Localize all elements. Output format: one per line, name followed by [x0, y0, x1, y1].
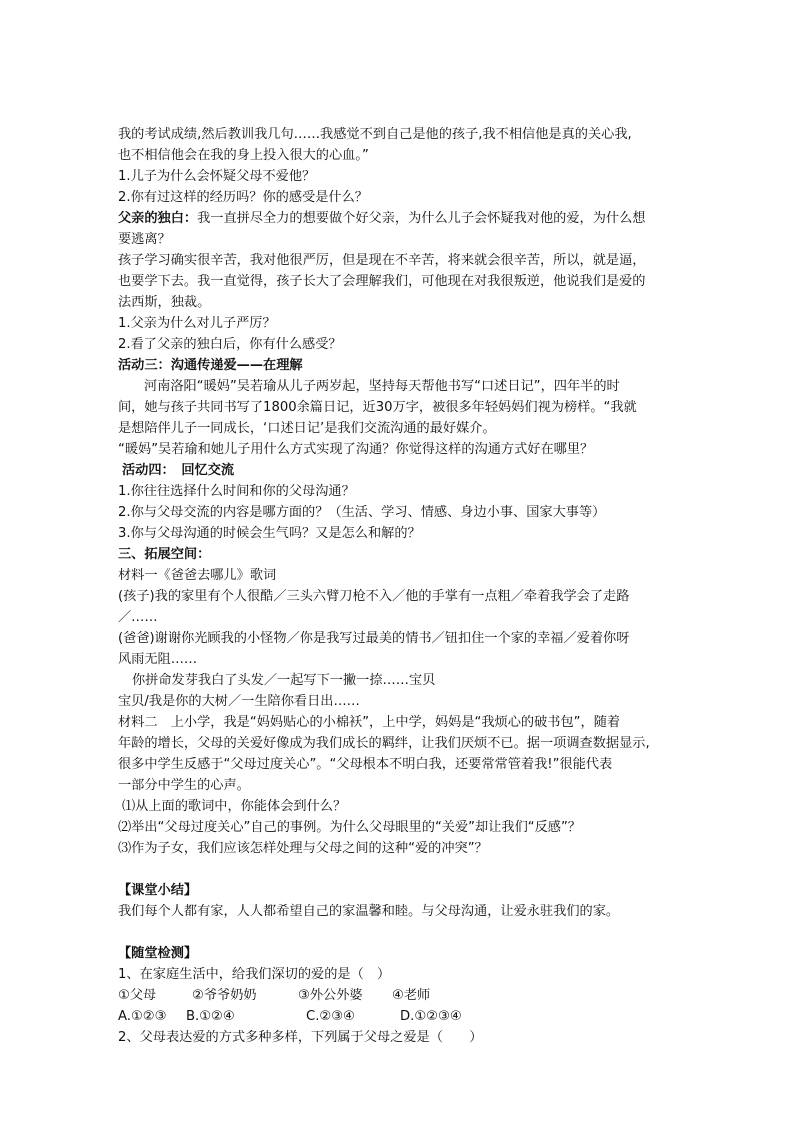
lyric-line: (爸爸)谢谢你光顾我的小怪物／你是我写过最美的情书／钮扣住一个家的幸福／爱着你呀 — [118, 631, 630, 646]
section-three-heading: 三、拓展空间： — [118, 547, 211, 562]
question-line: 1.父亲为什么对儿子严厉？ — [118, 316, 276, 331]
question-line: 2.你与父母交流的内容是哪方面的？（生活、学习、情感、身边小事、国家大事等） — [118, 505, 606, 520]
text-line: 也要学下去。我一直觉得，孩子长大了会理解我们，可他现在对我很叛逆，他说我们是爱的 — [118, 274, 646, 289]
text-line: 很多中学生反感于“父母过度关心”。“父母根本不明白我，还要常常管着我!”很能代表 — [118, 757, 613, 772]
question-line: ⑶作为子女，我们应该怎样处理与父母之间的这种“爱的冲突”？ — [118, 841, 488, 856]
spacer — [118, 922, 678, 943]
item-option: ②爷爷奶奶 — [192, 988, 257, 1003]
test-question-1: 1、在家庭生活中，给我们深切的爱的是（ ） — [118, 967, 391, 982]
test-heading: 【随堂检测】 — [118, 946, 198, 961]
lyric-line: 宝贝/我是你的大树／一生陪你看日出…… — [118, 694, 360, 709]
text-line: 河南洛阳“暖妈”吴若瑜从儿子两岁起，坚持每天帮他书写“口述日记”，四年半的时 — [144, 379, 620, 394]
material-two-line: 材料二 上小学，我是“妈妈贴心的小棉袄”，上中学，妈妈是“我烦心的破书包”，随着 — [118, 715, 621, 730]
text-line: 年龄的增长，父母的关爱好像成为我们成长的羁绊，让我们厌烦不已。据一项调查数据显示, — [118, 736, 650, 751]
text-line: 一部分中学生的心声。 — [118, 778, 250, 793]
lyric-line: 风雨无阻…… — [118, 652, 198, 667]
question-line: 1.你往往选择什么时间和你的父母沟通？ — [118, 484, 355, 499]
question-line: ⑵举出“父母过度关心”自己的事例。为什么父母眼里的“关爱”却让我们“反感”？ — [118, 820, 581, 835]
text-line: 法西斯，独裁。 — [118, 295, 211, 310]
answer-choice: A.①②③ — [118, 1009, 167, 1024]
summary-heading: 【课堂小结】 — [118, 883, 198, 898]
text-line: 孩子学习确实很辛苦，我对他很严厉，但是现在不辛苦，将来就会很辛苦，所以，就是逼， — [118, 253, 646, 268]
item-option: ③外公外婆 — [298, 988, 363, 1003]
item-option: ①父母 — [118, 988, 157, 1003]
question-line: 3.你与父母沟通的时候会生气吗？又是怎么和解的？ — [118, 526, 421, 541]
monologue-label: 父亲的独白： — [118, 211, 198, 226]
question-line: 2.看了父亲的独白后，你有什么感受？ — [118, 337, 342, 352]
answer-choice: D.①②③④ — [400, 1009, 462, 1024]
question-line: ⑴从上面的歌词中，你能体会到什么？ — [122, 799, 347, 814]
lyric-line: (孩子)我的家里有个人很酷／三头六臂刀枪不入／他的手掌有一点粗／牵着我学会了走路 — [118, 589, 630, 604]
question-line: 1.儿子为什么会怀疑父母不爱他？ — [118, 169, 316, 184]
lyric-line: ／…… — [118, 610, 158, 625]
document-body — [118, 124, 678, 1048]
answer-choice: B.①②④ — [186, 1009, 235, 1024]
item-option: ④老师 — [392, 988, 431, 1003]
text-line: 间，她与孩子共同书写了1800余篇日记，近30万字，被很多年轻妈妈们视为榜样。“我就 — [118, 400, 637, 415]
text-line: 也不相信他会在我的身上投入很大的心血。” — [118, 148, 369, 163]
text-line: 是想陪伴儿子一同成长，‘口述日记’是我们交流沟通的最好媒介。 — [118, 421, 496, 436]
material-one-title: 材料一《爸爸去哪儿》歌词 — [118, 568, 277, 583]
lyric-line: 你拼命发芽我白了头发／一起写下一撇一捺……宝贝 — [132, 673, 436, 688]
monologue-text: 我一直拼尽全力的想要做个好父亲，为什么儿子会怀疑我对他的爱，为什么想 — [197, 211, 646, 226]
question-line: “暖妈”吴若瑜和她儿子用什么方式实现了沟通？你觉得这样的沟通方式好在哪里？ — [118, 442, 594, 457]
spacer — [118, 859, 678, 880]
summary-text: 我们每个人都有家，人人都希望自己的家温馨和睦。与父母沟通，让爱永驻我们的家。 — [118, 904, 620, 919]
activity-three-heading: 活动三：沟通传递爱——在理解 — [118, 358, 303, 373]
text-line: 要逃离？ — [118, 232, 171, 247]
question-line: 2.你有过这样的经历吗？你的感受是什么？ — [118, 190, 368, 205]
activity-four-heading: 活动四： 回忆交流 — [122, 463, 235, 478]
question-1-choices — [118, 1006, 678, 1027]
answer-choice: C.②③④ — [306, 1009, 355, 1024]
test-question-2: 2、父母表达爱的方式多种多样，下列属于父母之爱是（ ） — [118, 1030, 483, 1045]
text-line: 我的考试成绩,然后教训我几句……我感觉不到自己是他的孩子,我不相信他是真的关心我, — [118, 127, 632, 142]
question-1-items — [118, 985, 678, 1006]
father-monologue-heading — [118, 208, 678, 229]
